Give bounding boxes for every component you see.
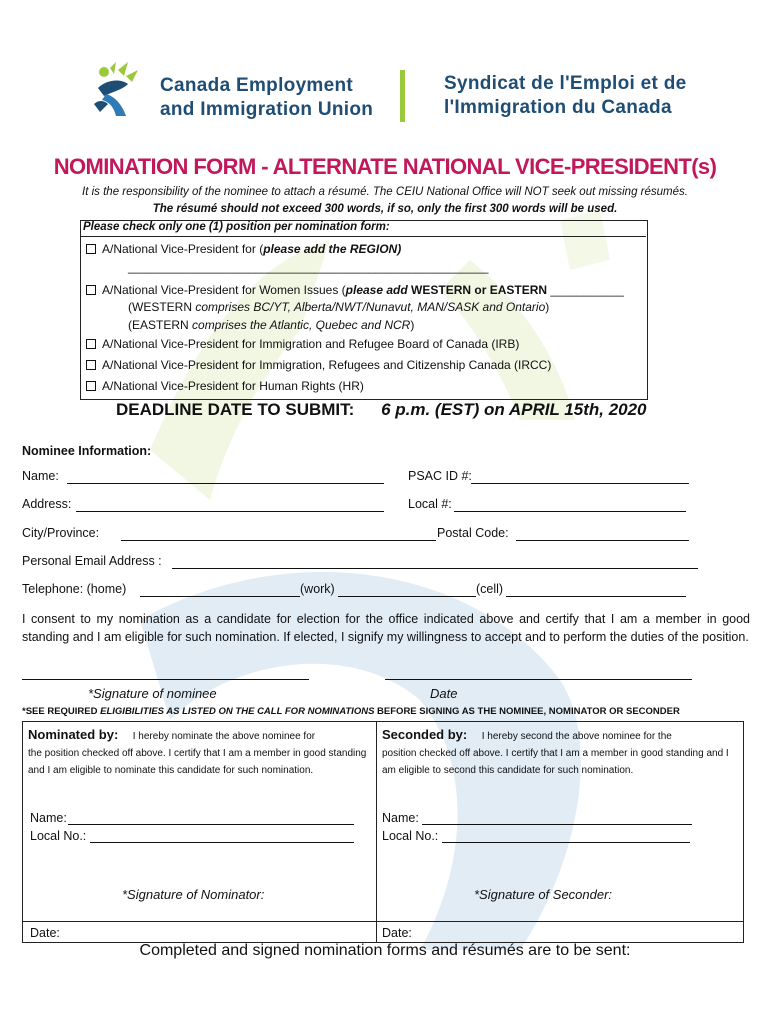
email-label: Personal Email Address : xyxy=(22,554,162,568)
region-blank-line[interactable]: ______________________________________________________ xyxy=(128,260,489,274)
telephone-home-field[interactable] xyxy=(140,596,300,597)
name-label: Name: xyxy=(22,469,59,483)
telephone-cell-label: (cell) xyxy=(476,582,504,596)
telephone-work-label: (work) xyxy=(300,582,335,596)
option-hr-label: A/National Vice-President for Human Rights (HR) xyxy=(102,379,364,393)
deadline-label: DEADLINE DATE TO SUBMIT: xyxy=(116,400,355,419)
option-region-label: A/National Vice-President for ( xyxy=(102,242,264,256)
seconder-local-label: Local No.: xyxy=(382,829,439,843)
city-province-label: City/Province: xyxy=(22,526,100,540)
postal-code-field[interactable] xyxy=(516,540,689,541)
telephone-cell-field[interactable] xyxy=(506,596,686,597)
eligibility-suffix: BEFORE SIGNING AS THE NOMINEE, NOMINATOR OR SECONDER xyxy=(374,706,680,717)
seconder-statement: position checked off above. I certify that I am a member in good standing and I am eligible to second this candidate for such nomination. xyxy=(382,748,729,776)
nominator-statement: the position checked off above. I certify that I am a member in good standing and I am eligible to nominate this candidate for such nomination. xyxy=(28,748,367,776)
nominee-signature-line[interactable] xyxy=(22,679,309,680)
western-regions: comprises BC/YT, Alberta/NWT/Nunavut, MAN/SASK and Ontario xyxy=(195,300,546,314)
eligibility-notice xyxy=(22,706,680,717)
intro-resume-note: It is the responsibility of the nominee to attach a résumé. The CEIU National Office will NOT seek out missing résumés. xyxy=(82,186,688,198)
seconder-signature-caption: *Signature of Seconder: xyxy=(474,887,613,902)
nominee-date-caption: Date xyxy=(430,686,458,701)
table-date-divider xyxy=(22,921,743,922)
nominator-section xyxy=(28,726,368,779)
women-region-blank[interactable]: ___________ xyxy=(547,283,624,297)
eligibility-prefix: *SEE REQUIRED xyxy=(22,706,101,717)
logo-text-french xyxy=(444,72,686,120)
local-label: Local #: xyxy=(408,497,452,511)
nominee-date-line[interactable] xyxy=(385,679,692,680)
logo-fr-line2: l'Immigration du Canada xyxy=(444,97,672,118)
seconder-heading: Seconded by: xyxy=(382,727,468,742)
logo-text-english xyxy=(160,74,373,122)
consent-statement: I consent to my nomination as a candidate for election for the office indicated above and certify that I am a member in good standing and I am eligible for such nomination. If elected, I signify my willingness to accept and to perform the duties of the position. xyxy=(22,612,750,644)
option-women-emphasis: please add xyxy=(345,283,408,297)
seconder-text-first: I hereby second the above nominee for the xyxy=(481,731,672,742)
eastern-description xyxy=(128,318,414,332)
position-option-women-issues xyxy=(86,283,624,297)
address-label: Address: xyxy=(22,497,72,511)
eastern-regions: comprises the Atlantic, Quebec and NCR xyxy=(192,318,411,332)
logo-en-line1: Canada Employment xyxy=(160,75,354,96)
nominator-signature-caption: *Signature of Nominator: xyxy=(122,887,265,902)
nominator-heading: Nominated by: xyxy=(28,727,119,742)
name-field[interactable] xyxy=(67,483,384,484)
logo-en-line2: and Immigration Union xyxy=(160,99,374,120)
nominator-text-first: I hereby nominate the above nominee for xyxy=(132,731,316,742)
western-suffix: ) xyxy=(545,300,550,314)
position-option-region xyxy=(86,242,401,256)
option-region-emphasis: please add the REGION) xyxy=(263,242,402,256)
eastern-prefix: (EASTERN xyxy=(128,318,193,332)
seconder-name-label: Name: xyxy=(382,811,419,825)
region-checkbox[interactable] xyxy=(86,244,96,254)
nominator-local-field[interactable] xyxy=(90,842,354,843)
telephone-home-label: Telephone: (home) xyxy=(22,582,127,596)
telephone-work-field[interactable] xyxy=(338,596,476,597)
eastern-suffix: ) xyxy=(410,318,415,332)
western-prefix: (WESTERN xyxy=(128,300,196,314)
nominator-date-label: Date: xyxy=(30,926,60,940)
form-title: NOMINATION FORM - ALTERNATE NATIONAL VICE-PRESIDENT(s) xyxy=(53,154,717,179)
local-field[interactable] xyxy=(454,511,686,512)
western-description xyxy=(128,300,549,314)
position-option-ircc xyxy=(86,358,551,372)
psac-id-label: PSAC ID #: xyxy=(408,469,472,483)
seconder-local-field[interactable] xyxy=(442,842,690,843)
nominee-signature-caption: *Signature of nominee xyxy=(88,686,217,701)
nominee-info-heading: Nominee Information: xyxy=(22,444,152,458)
irb-checkbox[interactable] xyxy=(86,339,96,349)
seconder-section xyxy=(382,726,738,779)
human-rights-checkbox[interactable] xyxy=(86,381,96,391)
table-column-divider xyxy=(376,721,377,942)
position-option-human-rights xyxy=(86,379,364,393)
deadline-row xyxy=(116,400,647,420)
eligibility-link-text: ELIGIBILITIES AS LISTED ON THE CALL FOR NOMINATIONS xyxy=(100,706,375,717)
position-box-header: Please check only one (1) position per nomination form: xyxy=(83,221,390,233)
position-option-irb xyxy=(86,337,519,351)
logo-fr-line1: Syndicat de l'Emploi et de xyxy=(444,73,687,94)
deadline-value: 6 p.m. (EST) on APRIL 15th, 2020 xyxy=(381,400,647,419)
option-women-regions: WESTERN or EASTERN xyxy=(407,283,548,297)
nominator-name-label: Name: xyxy=(30,811,67,825)
ircc-checkbox[interactable] xyxy=(86,360,96,370)
nominator-name-field[interactable] xyxy=(68,824,354,825)
address-field[interactable] xyxy=(76,511,384,512)
women-issues-checkbox[interactable] xyxy=(86,285,96,295)
option-irb-label: A/National Vice-President for Immigration and Refugee Board of Canada (IRB) xyxy=(102,337,520,351)
postal-code-label: Postal Code: xyxy=(437,526,509,540)
email-field[interactable] xyxy=(172,568,698,569)
submission-instructions: Completed and signed nomination forms and résumés are to be sent: xyxy=(139,942,631,959)
option-women-label: A/National Vice-President for Women Issues ( xyxy=(102,283,346,297)
position-box-divider xyxy=(80,236,646,237)
city-province-field[interactable] xyxy=(121,540,436,541)
psac-id-field[interactable] xyxy=(471,483,689,484)
seconder-date-label: Date: xyxy=(382,926,412,940)
seconder-name-field[interactable] xyxy=(422,824,692,825)
ceiu-figure-logo-icon xyxy=(92,60,142,120)
option-ircc-label: A/National Vice-President for Immigration, Refugees and Citizenship Canada (IRCC) xyxy=(102,358,552,372)
logo-divider xyxy=(400,70,405,122)
intro-word-limit: The résumé should not exceed 300 words, if so, only the first 300 words will be used. xyxy=(152,203,618,215)
nominator-local-label: Local No.: xyxy=(30,829,87,843)
